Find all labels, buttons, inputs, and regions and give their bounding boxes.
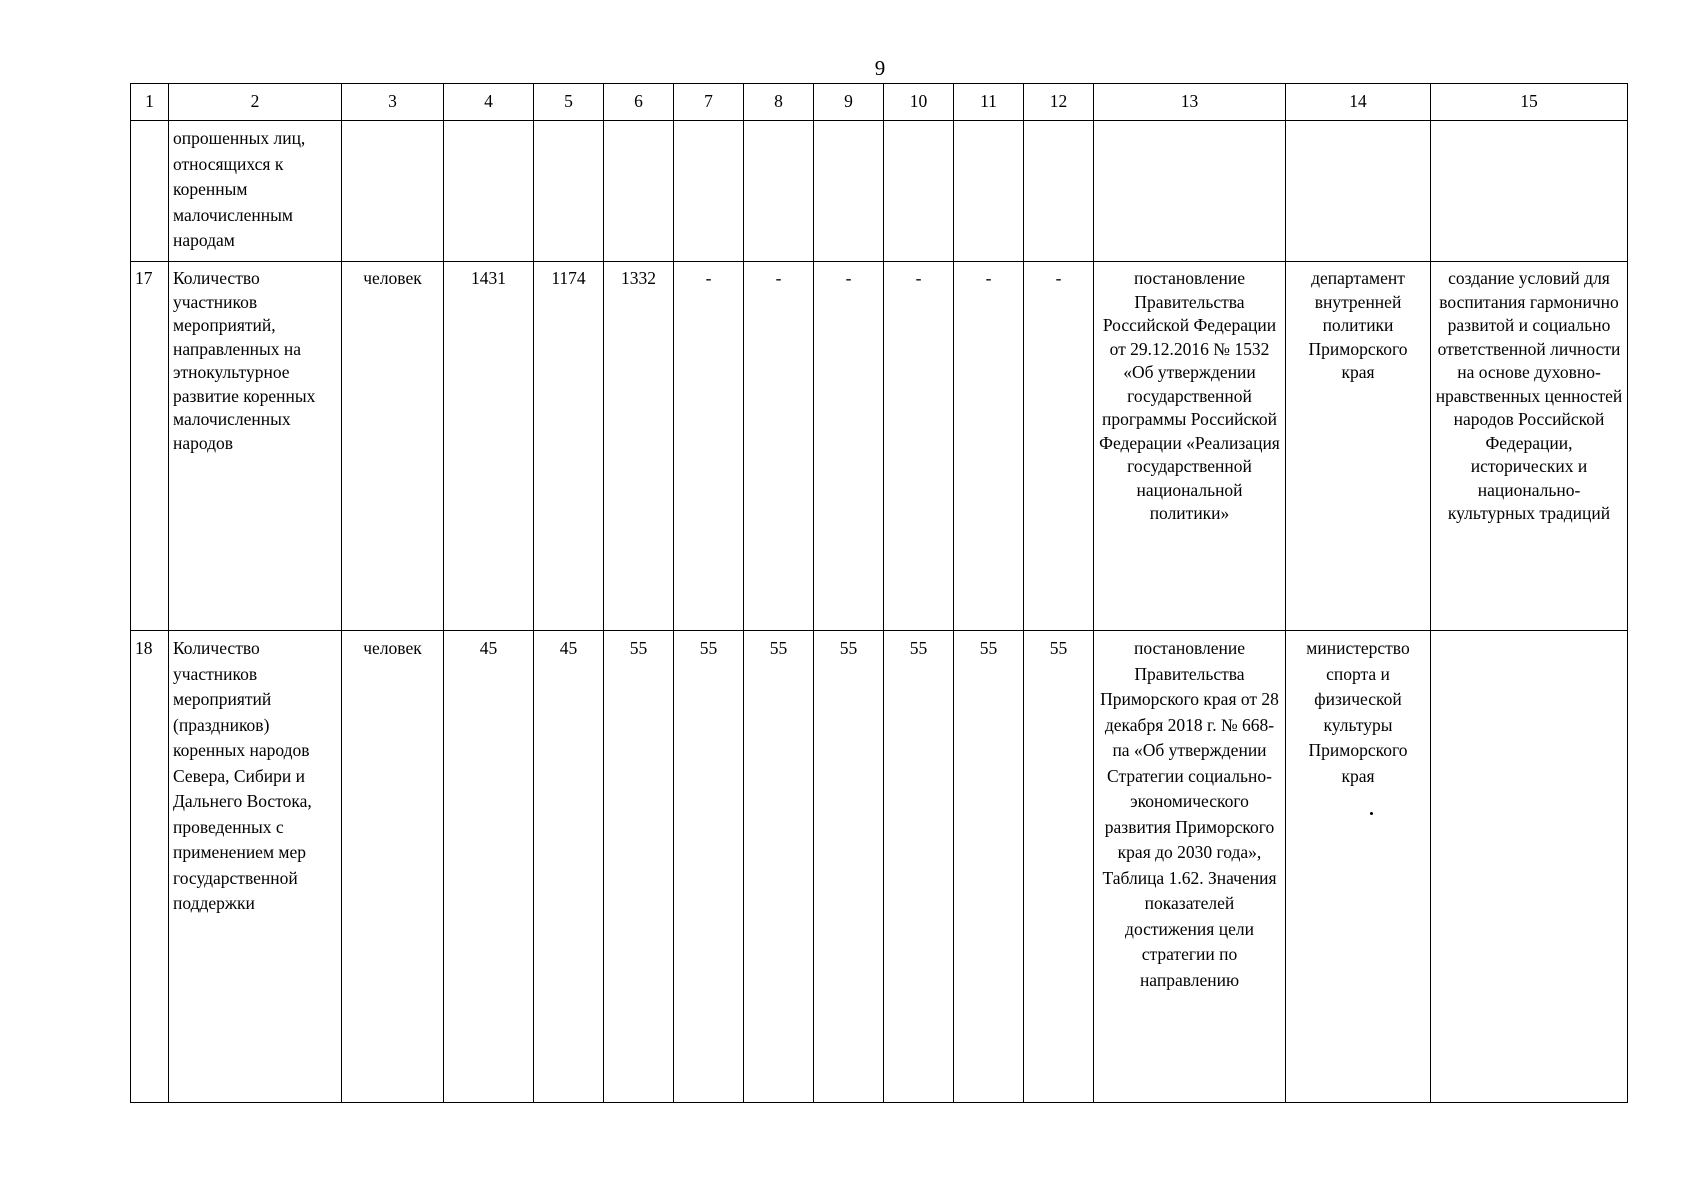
value-cell: - xyxy=(954,262,1024,631)
header-cell: 4 xyxy=(444,84,534,121)
value-cell xyxy=(534,121,604,262)
value-cell: 1332 xyxy=(604,262,674,631)
row-number-cell: 17 xyxy=(131,262,169,631)
header-cell: 10 xyxy=(884,84,954,121)
value-cell: 45 xyxy=(444,631,534,1103)
table-row-continuation xyxy=(131,121,1628,262)
value-cell xyxy=(954,121,1024,262)
responsible-body-cell xyxy=(1286,631,1431,1103)
value-cell: - xyxy=(744,262,814,631)
value-cell: 55 xyxy=(744,631,814,1103)
header-cell: 5 xyxy=(534,84,604,121)
value-cell: 45 xyxy=(534,631,604,1103)
header-cell: 14 xyxy=(1286,84,1431,121)
goal-cell: создание условий для воспитания гармонично развитой и социально ответственной личности на основе духовно-нравственных ценностей народов Российской Федерации, исторических и национально-культурных традиций xyxy=(1431,262,1628,631)
value-cell: 55 xyxy=(954,631,1024,1103)
indicator-name-cell: опрошенных лиц, относящихся к коренным малочисленным народам xyxy=(169,121,342,262)
value-cell: - xyxy=(1024,262,1094,631)
goal-cell xyxy=(1431,631,1628,1103)
value-cell: 55 xyxy=(1024,631,1094,1103)
unit-cell: человек xyxy=(342,631,444,1103)
value-cell xyxy=(604,121,674,262)
responsible-body-text: министерство спорта и физической культуры Приморского края xyxy=(1306,638,1410,786)
row-number-cell xyxy=(131,121,169,262)
value-cell xyxy=(884,121,954,262)
header-cell: 12 xyxy=(1024,84,1094,121)
unit-cell: человек xyxy=(342,262,444,631)
value-cell: 1174 xyxy=(534,262,604,631)
header-cell: 8 xyxy=(744,84,814,121)
value-cell xyxy=(814,121,884,262)
indicator-name-cell: Количество участников мероприятий (праздников) коренных народов Севера, Сибири и Дальнего Востока, проведенных с применением мер государственной поддержки xyxy=(169,631,342,1103)
value-cell xyxy=(444,121,534,262)
table-row-18 xyxy=(131,631,1628,1103)
header-cell: 9 xyxy=(814,84,884,121)
page-number: 9 xyxy=(874,56,886,80)
unit-cell xyxy=(342,121,444,262)
header-cell: 2 xyxy=(169,84,342,121)
value-cell: 55 xyxy=(604,631,674,1103)
row-number-cell: 18 xyxy=(131,631,169,1103)
value-cell: 55 xyxy=(814,631,884,1103)
value-cell xyxy=(744,121,814,262)
value-cell: 55 xyxy=(884,631,954,1103)
value-cell: - xyxy=(884,262,954,631)
header-cell: 6 xyxy=(604,84,674,121)
scan-dot-mark xyxy=(1290,797,1426,823)
header-cell: 13 xyxy=(1094,84,1286,121)
legal-basis-cell: постановление Правительства Российской Федерации от 29.12.2016 № 1532 «Об утверждении государственной программы Российской Федерации «Реализация государственной национальной политики» xyxy=(1094,262,1286,631)
table-header-row xyxy=(131,84,1628,121)
header-cell: 7 xyxy=(674,84,744,121)
value-cell: - xyxy=(674,262,744,631)
value-cell xyxy=(674,121,744,262)
value-cell: 1431 xyxy=(444,262,534,631)
responsible-body-cell xyxy=(1286,121,1431,262)
value-cell: - xyxy=(814,262,884,631)
table-row-17 xyxy=(131,262,1628,631)
value-cell: 55 xyxy=(674,631,744,1103)
header-cell: 1 xyxy=(131,84,169,121)
legal-basis-cell xyxy=(1094,121,1286,262)
indicator-name-cell: Количество участников мероприятий, направленных на этнокультурное развитие коренных малочисленных народов xyxy=(169,262,342,631)
header-cell: 3 xyxy=(342,84,444,121)
legal-basis-cell: постановление Правительства Приморского края от 28 декабря 2018 г. № 668-па «Об утверждении Стратегии социально-экономического развития Приморского края до 2030 года», Таблица 1.62. Значения показателей достижения цели стратегии по направлению xyxy=(1094,631,1286,1103)
header-cell: 11 xyxy=(954,84,1024,121)
value-cell xyxy=(1024,121,1094,262)
responsible-body-cell: департамент внутренней политики Приморского края xyxy=(1286,262,1431,631)
goal-cell xyxy=(1431,121,1628,262)
header-cell: 15 xyxy=(1431,84,1628,121)
indicators-table xyxy=(130,83,1628,1103)
